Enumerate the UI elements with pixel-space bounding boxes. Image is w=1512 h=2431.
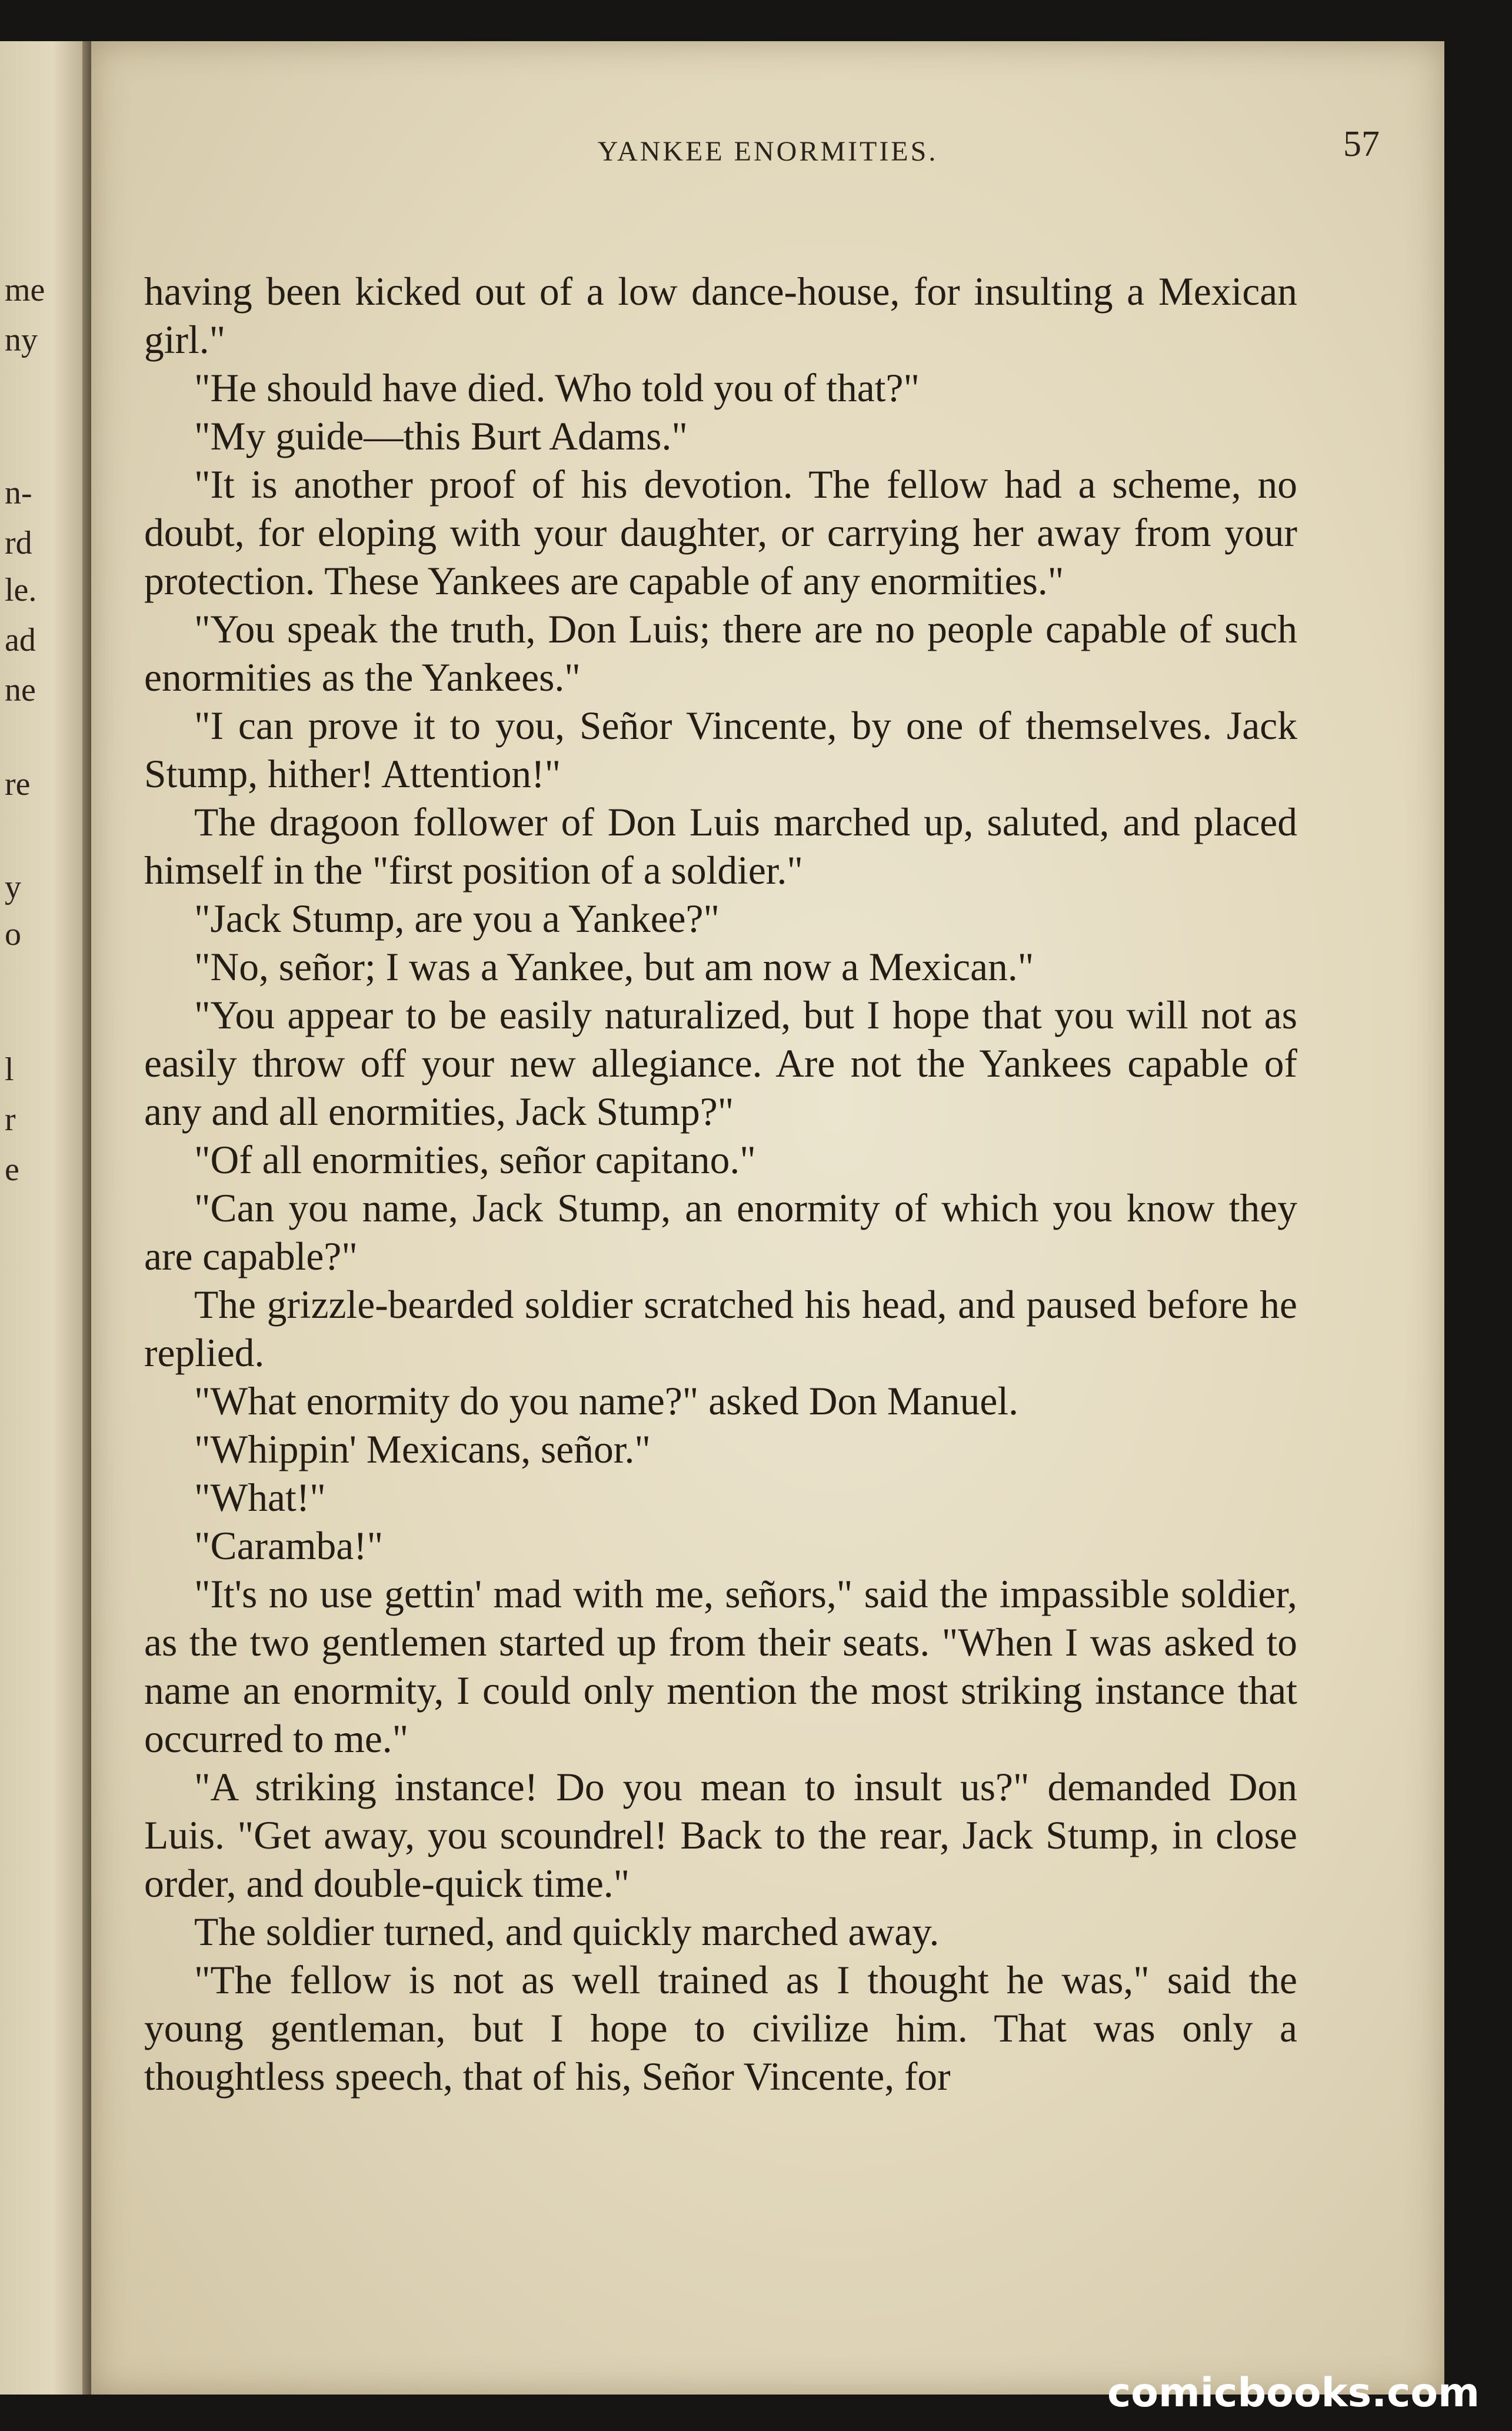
prev-page-fragment: le. (5, 572, 37, 608)
previous-page-edge (0, 41, 88, 2395)
prev-page-fragment: me (5, 272, 45, 308)
paragraph: The dragoon follower of Don Luis marched up, saluted, and placed himself in the "first position of a soldier." (144, 800, 1297, 893)
paragraph: "Caramba!" (194, 1524, 384, 1568)
prev-page-fragment: n- (5, 475, 32, 511)
prev-page-fragment: r (5, 1101, 16, 1138)
prev-page-fragment: l (5, 1051, 14, 1088)
paragraph: "My guide—this Burt Adams." (194, 414, 688, 458)
prev-page-fragment: rd (5, 525, 32, 561)
body-text (144, 268, 1297, 2101)
prev-page-fragment: e (5, 1151, 19, 1188)
prev-page-fragment: re (5, 766, 31, 802)
paragraph: "Of all enormities, señor capitano." (194, 1138, 756, 1182)
paragraph: "Jack Stump, are you a Yankee?" (194, 897, 720, 941)
paragraph: "Whippin' Mexicans, señor." (194, 1427, 651, 1471)
paragraph: "I can prove it to you, Señor Vincente, by one of themselves. Jack Stump, hither! Attention!" (144, 704, 1297, 796)
page-number: 57 (1343, 124, 1380, 164)
paragraph: "The fellow is not as well trained as I thought he was," said the young gentleman, but I hope to civilize him. That was only a thoughtless speech, that of his, Señor Vincente, for (144, 1958, 1297, 2099)
paragraph: "It is another proof of his devotion. The fellow had a scheme, no doubt, for eloping with your daughter, or carrying her away from your protection. These Yankees are capable of any enormities." (144, 462, 1297, 603)
paragraph: "You speak the truth, Don Luis; there are no people capable of such enormities as the Yankees." (144, 607, 1297, 700)
paragraph: The grizzle-bearded soldier scratched his head, and paused before he replied. (144, 1283, 1297, 1375)
paragraph: "What enormity do you name?" asked Don Manuel. (194, 1379, 1018, 1423)
paragraph: "He should have died. Who told you of that?" (194, 366, 920, 410)
prev-page-fragment: ad (5, 622, 36, 658)
paragraph: "A striking instance! Do you mean to insult us?" demanded Don Luis. "Get away, you scoundrel! Back to the rear, Jack Stump, in close order, and double-quick time." (144, 1765, 1297, 1906)
prev-page-fragment: y (5, 869, 21, 905)
paragraph: having been kicked out of a low dance-house, for insulting a Mexican girl." (144, 269, 1297, 362)
prev-page-fragment: ne (5, 672, 36, 708)
paragraph: "No, señor; I was a Yankee, but am now a Mexican." (194, 945, 1034, 989)
paragraph: "You appear to be easily naturalized, but I hope that you will not as easily throw off your new allegiance. Are not the Yankees capable of any and all enormities, Jack Stump?" (144, 993, 1297, 1134)
paragraph: The soldier turned, and quickly marched away. (194, 1910, 940, 1954)
prev-page-fragment: ny (5, 322, 38, 358)
running-head: YANKEE ENORMITIES. (597, 136, 938, 167)
paragraph: "Can you name, Jack Stump, an enormity of which you know they are capable?" (144, 1186, 1297, 1278)
paragraph: "What!" (194, 1476, 326, 1520)
prev-page-fragment: o (5, 916, 21, 953)
paragraph: "It's no use gettin' mad with me, señors," said the impassible soldier, as the two gentlemen started up from their seats. "When I was asked to name an enormity, I could only mention the most striking instance that occurred to me." (144, 1572, 1297, 1761)
book-page (91, 41, 1444, 2395)
site-watermark: comicbooks.com (1107, 2370, 1480, 2416)
